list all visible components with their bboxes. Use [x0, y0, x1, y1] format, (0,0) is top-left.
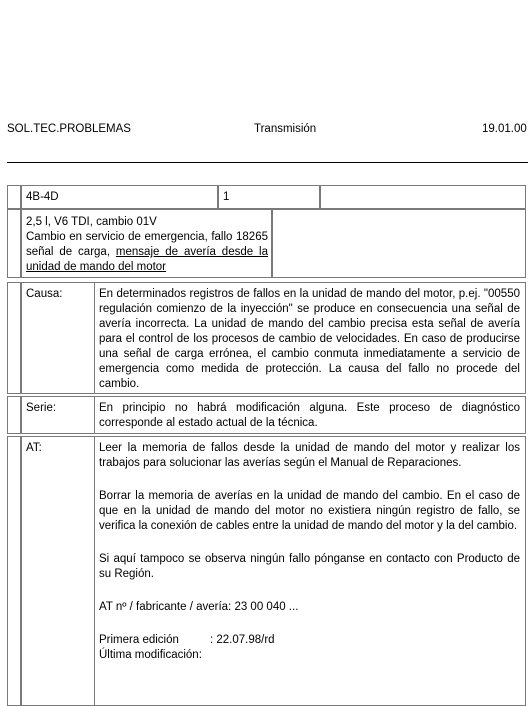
- at-margin-cell: [7, 436, 21, 706]
- at-label: AT:: [26, 442, 42, 454]
- causa-text: En determinados registros de fallos en la unidad de mando del motor, p.ej. "00550 regulación comienzo de la inyección" se produce en consecuencia una señal de avería incorrecta. La unidad de mando del cambio precisa esta señal de avería para el control de los procesos de cambio de velocidades. En caso de producirse una señal de carga errónea, el cambio conmuta inmediatamente a servicio de emergencia como medida de protección. La causa del fallo no procede del cambio.: [99, 288, 520, 390]
- edition-line: [99, 633, 520, 648]
- problem-title-text: Cambio en servicio de emergencia, fallo 18265 señal de carga,: [26, 231, 268, 258]
- serie-label: Serie:: [26, 402, 57, 414]
- causa-margin-cell: [7, 282, 21, 394]
- vehicle-description: 2,5 l, V6 TDI, cambio 01V: [26, 216, 157, 228]
- sequence-number: 1: [223, 191, 230, 203]
- header-divider: [7, 162, 528, 163]
- edition-label: Primera edición: [99, 634, 179, 646]
- serie-text: En principio no habrá modificación alguna. Este proceso de diagnóstico corresponde al estado actual de la técnica.: [99, 402, 520, 429]
- at-reference: AT nº / fabricante / avería: 23 00 040 ...: [99, 601, 299, 613]
- causa-section: [21, 282, 526, 394]
- problem-title: [26, 230, 268, 275]
- model-code: 4B-4D: [26, 191, 59, 203]
- at-section: [21, 436, 526, 706]
- row1-number-cell: [218, 185, 320, 209]
- row2-title-cell: [21, 209, 272, 278]
- row1-margin-cell: [7, 185, 21, 209]
- modified-label: Última modificación:: [99, 649, 202, 661]
- at-paragraph-2: Borrar la memoria de averías en la unidad de mando del cambio. En el caso de que en la unidad de mando del motor no existiera ningún registro de fallo, se verifica la conexión de cables entre la unidad de mando del motor y la del cambio.: [99, 490, 520, 532]
- row2-empty-cell: [272, 209, 526, 278]
- at-body: [99, 441, 520, 663]
- edition-value: : 22.07.98/rd: [210, 634, 275, 646]
- row1-empty-cell: [320, 185, 526, 209]
- row1-model-cell: [21, 185, 218, 209]
- at-paragraph-1: Leer la memoria de fallos desde la unidad de mando del motor y realizar los trabajos para solucionar las averías según el Manual de Reparaciones.: [99, 442, 520, 469]
- serie-section: [21, 396, 526, 434]
- causa-label: Causa:: [26, 288, 63, 300]
- serie-margin-cell: [7, 396, 21, 434]
- header-center: Transmisión: [254, 123, 317, 135]
- row2-margin-cell: [7, 209, 21, 278]
- causa-divider: [94, 283, 95, 393]
- serie-divider: [94, 397, 95, 433]
- header-left: SOL.TEC.PROBLEMAS: [7, 123, 131, 135]
- at-divider: [94, 437, 95, 705]
- problem-title-link[interactable]: mensaje de avería desde la unidad de mando del motor: [26, 246, 268, 273]
- at-paragraph-3: Si aquí tampoco se observa ningún fallo pónganse en contacto con Producto de su Región.: [99, 553, 520, 580]
- header-right: 19.01.00: [482, 123, 527, 135]
